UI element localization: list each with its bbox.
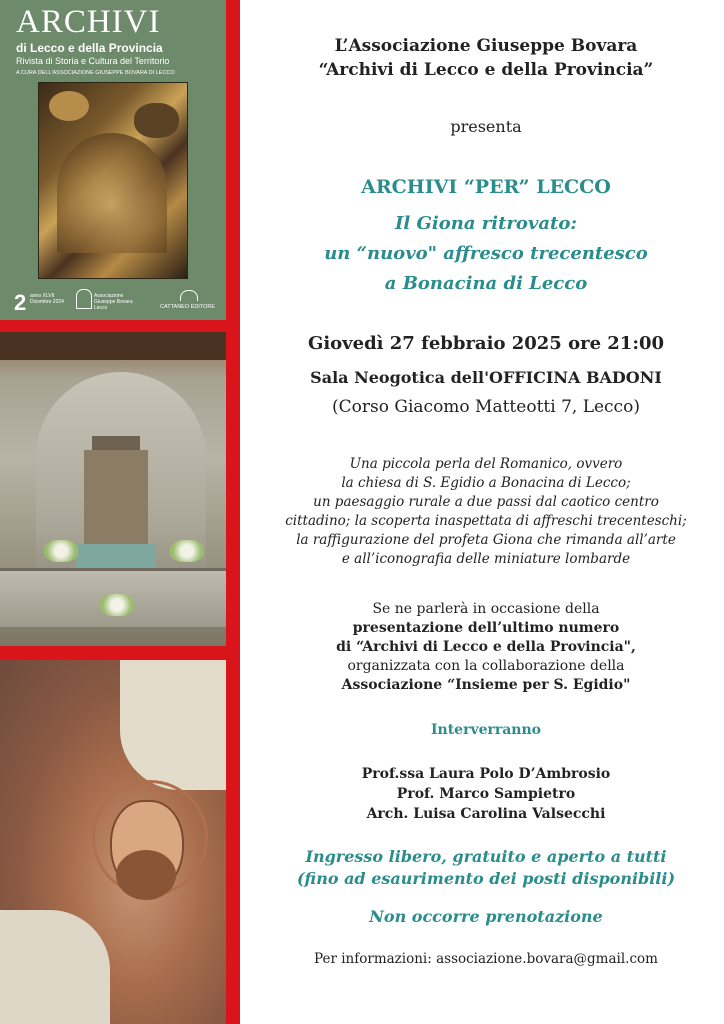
photo-flowers <box>100 594 134 616</box>
description-line: Una piccola perla del Romanico, ovvero <box>349 456 623 472</box>
entry-note-2: (fino ad esaurimento dei posti disponibili) <box>296 869 676 888</box>
event-address: (Corso Giacomo Matteotti 7, Lecco) <box>332 397 640 417</box>
speaker-name: Prof. Marco Sampietro <box>396 786 576 802</box>
org-line-2: “Archivi di Lecco e della Provincia” <box>318 60 654 80</box>
artwork-figure <box>134 103 179 138</box>
speaker-name: Prof.ssa Laura Polo D’Ambrosio <box>361 766 611 782</box>
cover-title: ARCHIVI <box>16 4 161 40</box>
photo-flowers <box>44 540 78 562</box>
description-line: e all’iconografia delle miniature lombarde <box>341 551 631 567</box>
artwork-angel <box>49 91 89 121</box>
photo-flowers <box>170 540 204 562</box>
event-subtitle-3: a Bonacina di Lecco <box>384 273 588 294</box>
no-booking-note: Non occorre prenotazione <box>369 907 603 926</box>
cover-association: Associazione Giuseppe Bovara Lecco <box>94 293 133 311</box>
presentation-line-4: organizzata con la collaborazione della <box>347 658 625 674</box>
org-line-1: L’Associazione Giuseppe Bovara <box>334 36 638 56</box>
presentation-line-2: presentazione dell’ultimo numero <box>352 620 620 636</box>
church-interior-photo <box>0 332 226 646</box>
event-title: ARCHIVI “PER” LECCO <box>361 176 611 198</box>
description-line: cittadino; la scoperta inaspettata di affreschi trecenteschi; <box>285 513 687 529</box>
cover-publisher: CATTANEO EDITORE <box>160 304 216 310</box>
cover-artwork <box>38 82 188 279</box>
fresco-photo <box>0 660 226 1024</box>
fresco-plaster <box>120 660 226 790</box>
publisher-logo-icon <box>180 290 198 301</box>
cover-issue-info: anno XLVII Dicembre 2024 <box>30 293 64 305</box>
event-subtitle-2: un “nuovo" affresco trecentesco <box>324 243 648 264</box>
presentation-line-3: di “Archivi di Lecco e della Provincia", <box>336 639 636 655</box>
cover-issue-number: 2 <box>14 290 27 315</box>
photo-altar <box>84 450 148 550</box>
left-photo-column <box>0 0 240 1024</box>
description-line: un paesaggio rurale a due passi dal caotico centro <box>313 494 659 510</box>
presenta: presenta <box>450 117 522 136</box>
speakers-heading: Interverranno <box>430 722 542 738</box>
cover-subtitle: di Lecco e della Provincia <box>16 41 163 55</box>
info-contact: Per informazioni: associazione.bovara@gmail.com <box>314 951 658 967</box>
event-datetime: Giovedì 27 febbraio 2025 ore 21:00 <box>307 333 665 354</box>
entry-note-1: Ingresso libero, gratuito e aperto a tutti <box>305 847 667 866</box>
event-venue: Sala Neogotica dell'OFFICINA BADONI <box>310 368 662 387</box>
presentation-line-5: Associazione “Insieme per S. Egidio" <box>341 677 631 693</box>
description-line: la chiesa di S. Egidio a Bonacina di Lecco; <box>341 475 631 491</box>
speaker-name: Arch. Luisa Carolina Valsecchi <box>366 806 606 822</box>
cover-tagline: Rivista di Storia e Cultura del Territorio <box>16 56 170 66</box>
description-line: la raffigurazione del profeta Giona che rimanda all’arte <box>296 532 676 548</box>
fresco-plaster <box>0 910 110 1024</box>
presentation-line-1: Se ne parlerà in occasione della <box>372 601 600 617</box>
fresco-beard <box>116 850 176 900</box>
cover-cura: A CURA DELL'ASSOCIAZIONE GIUSEPPE BOVARA DI LECCO <box>16 70 175 76</box>
magazine-cover <box>0 0 226 320</box>
photo-beam <box>0 332 226 360</box>
event-subtitle-1: Il Giona ritrovato: <box>395 213 577 234</box>
association-logo-icon <box>76 289 92 309</box>
artwork-arch <box>57 133 167 253</box>
